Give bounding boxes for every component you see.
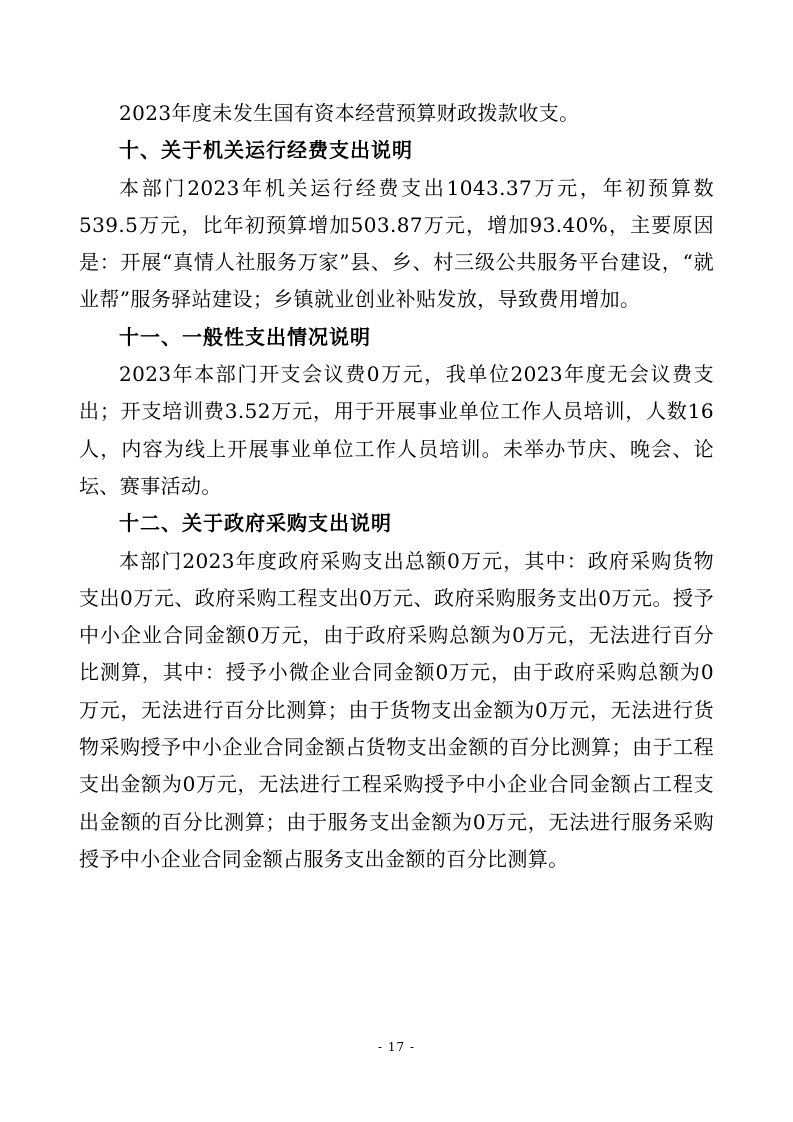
document-body (79, 95, 714, 878)
section-heading-government-procurement: 十二、关于政府采购支出说明 (119, 511, 392, 536)
paragraph-operating-expenses: 本部门2023年机关运行经费支出1043.37万元，年初预算数539.5万元，比年初预算增加503.87万元，增加93.40%，主要原因是：开展“真情人社服务万家”县、乡、村三级公共服务平台建设，“就业帮”服务驿站建设；乡镇就业创业补贴发放，导致费用增加。 (79, 175, 714, 312)
section-heading-operating-expenses: 十、关于机关运行经费支出说明 (119, 138, 413, 163)
paragraph-government-procurement: 本部门2023年度政府采购支出总额0万元，其中：政府采购货物支出0万元、政府采购工程支出0万元、政府采购服务支出0万元。授予中小企业合同金额0万元，由于政府采购总额为0万元，无法进行百分比测算，其中：授予小微企业合同金额0万元，由于政府采购总额为0万元，无法进行百分比测算；由于货物支出金额为0万元，无法进行货物采购授予中小企业合同金额占货物支出金额的百分比测算；由于工程支出金额为0万元，无法进行工程采购授予中小企业合同金额占工程支出金额的百分比测算；由于服务支出金额为0万元，无法进行服务采购授予中小企业合同金额占服务支出金额的百分比测算。 (79, 548, 714, 871)
page-number: - 17 - (377, 1040, 415, 1054)
section-heading-general-expenses: 十一、一般性支出情况说明 (119, 324, 371, 349)
paragraph-general-expenses: 2023年本部门开支会议费0万元，我单位2023年度无会议费支出；开支培训费3.52万元，用于开展事业单位工作人员培训，人数16人，内容为线上开展事业单位工作人员培训。未举办节庆、晚会、论坛、赛事活动。 (79, 362, 714, 498)
paragraph-state-capital-budget: 2023年度未发生国有资本经营预算财政拨款收支。 (119, 101, 580, 125)
